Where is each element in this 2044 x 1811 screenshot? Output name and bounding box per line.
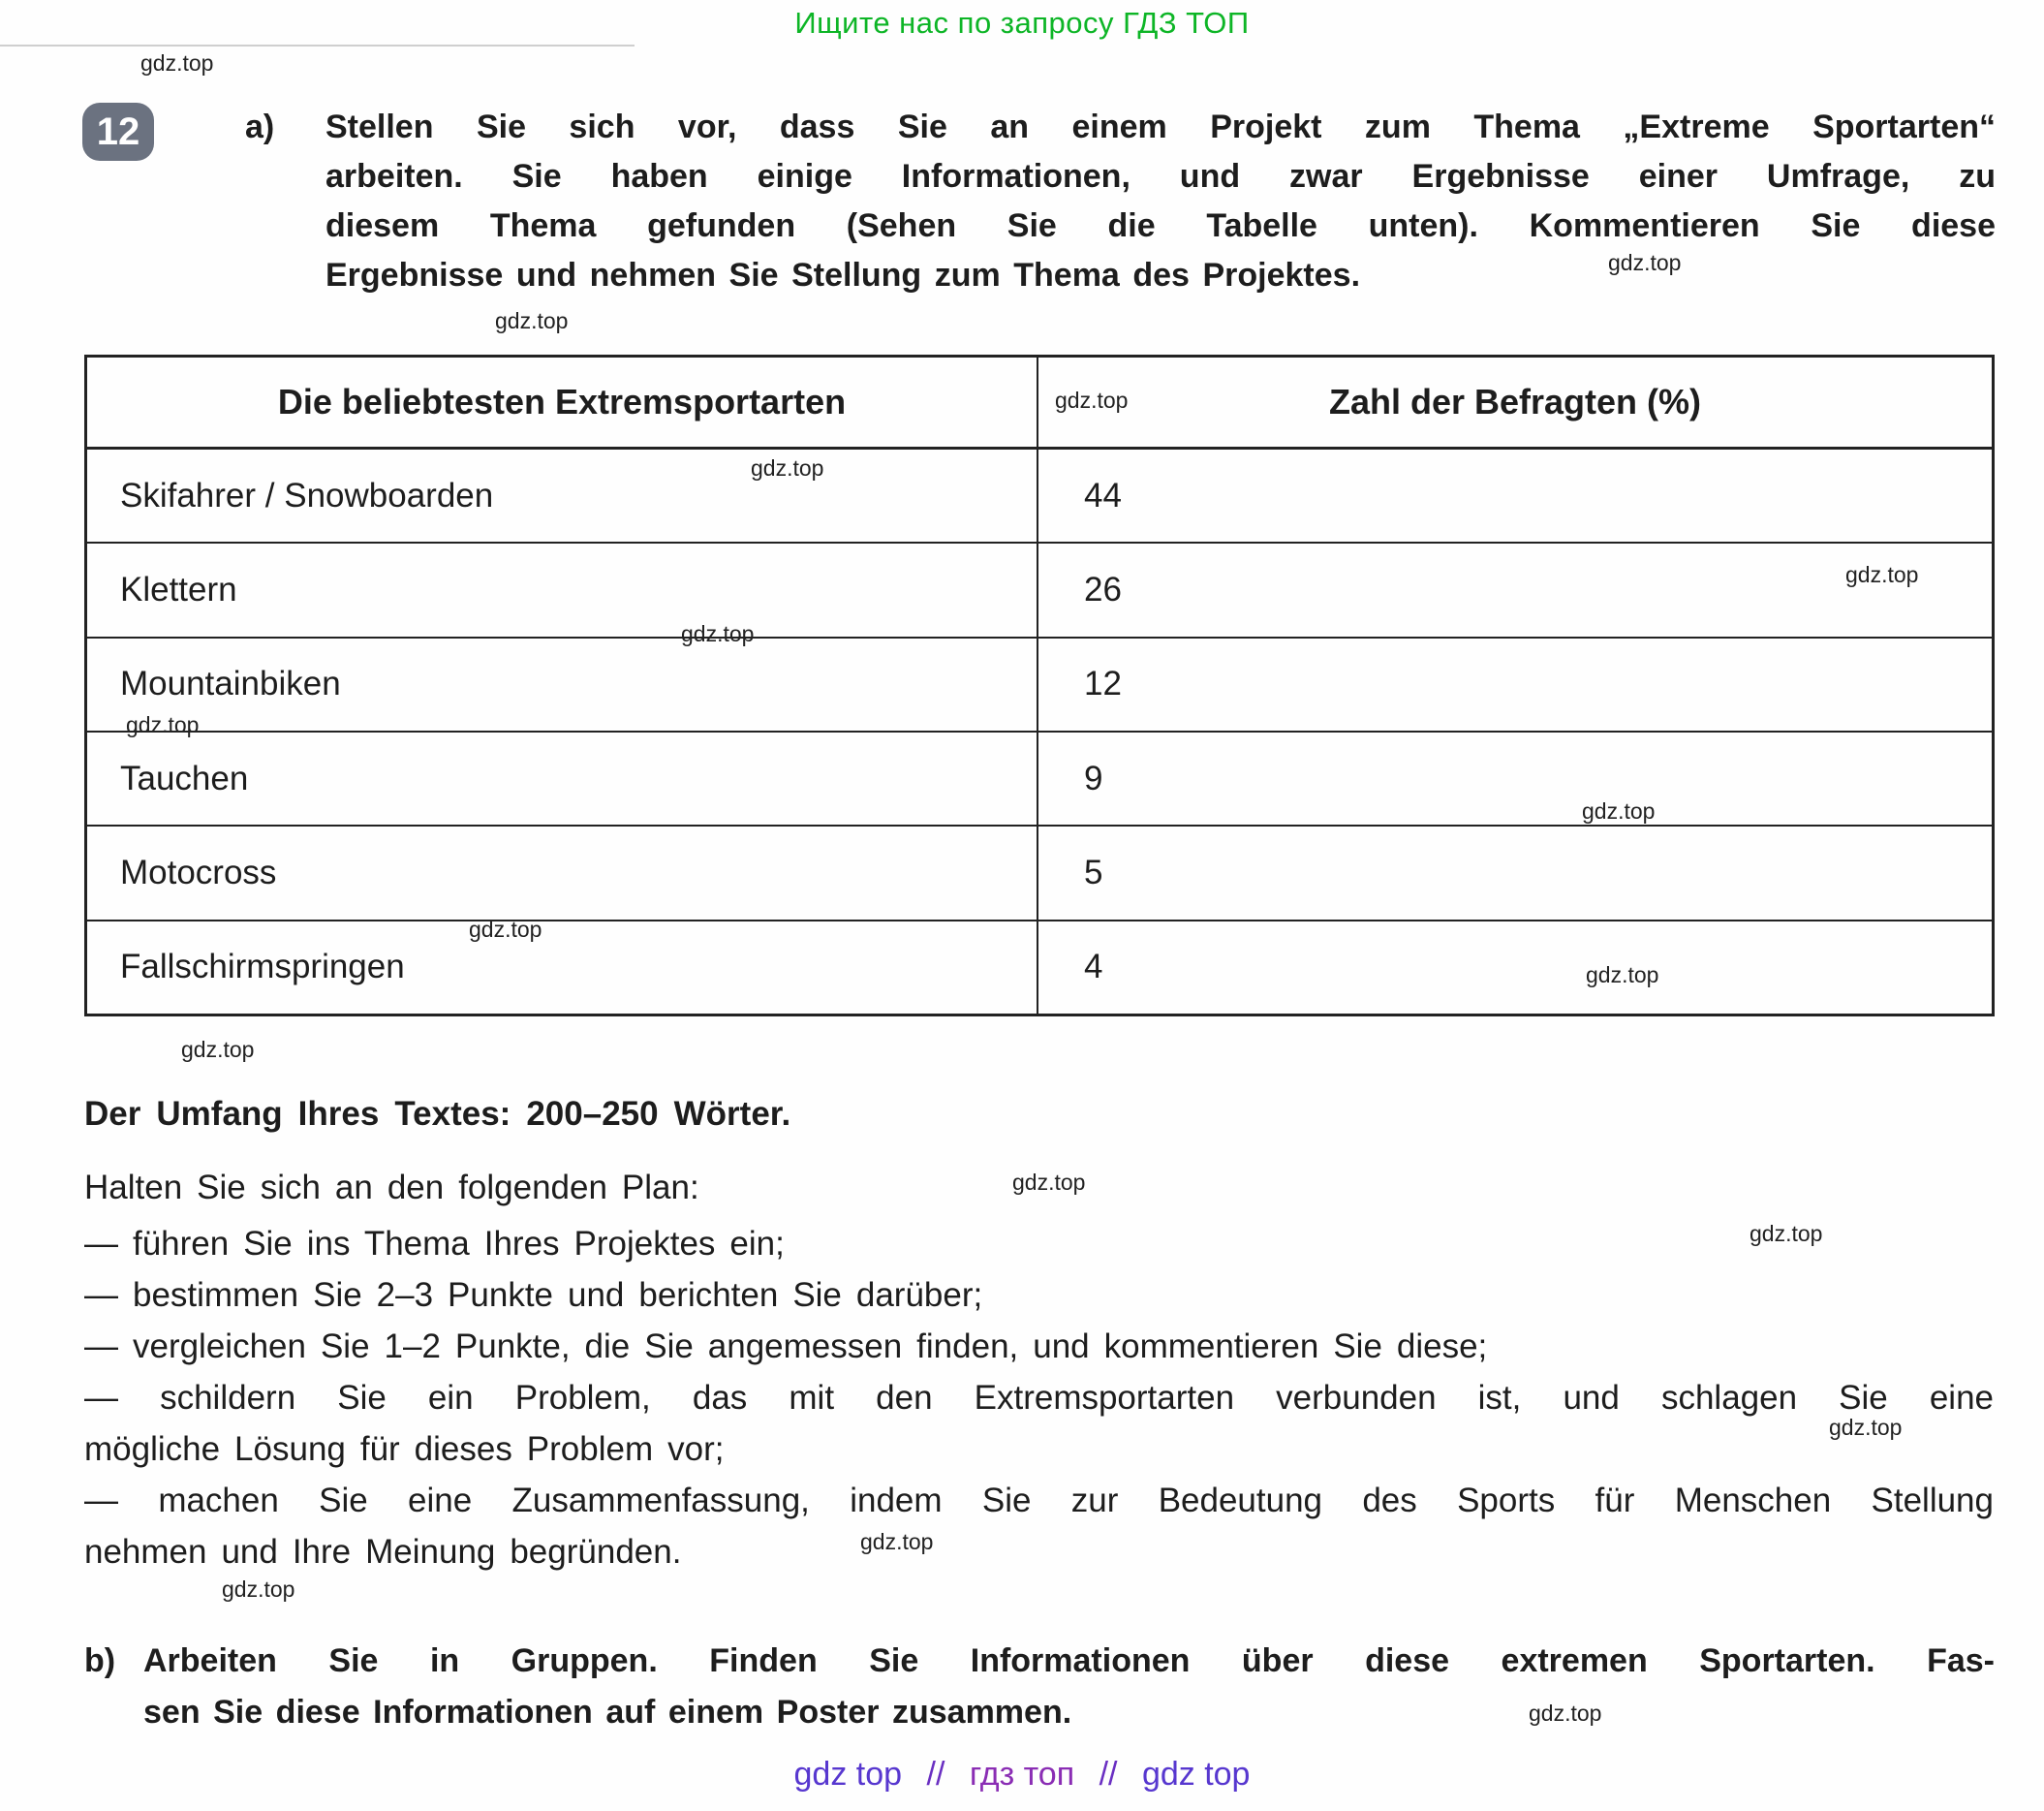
watermark-gdz-top: gdz.top — [1055, 388, 1129, 413]
table-row — [87, 733, 1992, 827]
part-a-line: Stellen Sie sich vor, dass Sie an einem Projekt zum Thema „Extreme Sportarten“ — [325, 109, 1996, 145]
footer-separator: // — [926, 1756, 945, 1793]
watermark-gdz-top: gdz.top — [1750, 1221, 1823, 1246]
sport-name: Mountainbiken — [87, 639, 1038, 731]
watermark-gdz-top: gdz.top — [495, 308, 569, 333]
task-number-badge — [82, 103, 154, 161]
scan-edge-artifact — [0, 45, 635, 47]
footer-link-gdz-top: gdz top — [1141, 1756, 1251, 1793]
sport-value: 9 — [1084, 759, 1103, 797]
task-number: 12 — [96, 109, 140, 153]
part-a-line: arbeiten. Sie haben einige Informationen, und zwar Ergebnisse einer Umfrage, zu — [325, 158, 1996, 195]
plan-item: — führen Sie ins Thema Ihres Projektes ein; — [84, 1225, 785, 1263]
plan-item: — schildern Sie ein Problem, das mit den Extremsportarten verbunden ist, und schlagen Sie eine — [84, 1379, 1994, 1417]
footer-link-gdz-top-cyrillic: гдз топ — [969, 1756, 1075, 1793]
table-header-sport: Die beliebtesten Extremsportarten — [87, 358, 1038, 447]
watermark-gdz-top: gdz.top — [181, 1037, 255, 1062]
watermark-gdz-top: gdz.top — [751, 455, 824, 481]
table-header-row — [87, 358, 1992, 450]
watermark-gdz-top: gdz.top — [222, 1577, 295, 1602]
watermark-gdz-top: gdz.top — [1829, 1415, 1903, 1440]
watermark-gdz-top: gdz.top — [1608, 250, 1682, 275]
sport-name: Motocross — [87, 827, 1038, 919]
table-header-percent: Zahl der Befragten (%) — [1328, 382, 1702, 422]
footer-links — [0, 1756, 2044, 1794]
table-row — [87, 544, 1992, 638]
survey-results-table — [84, 355, 1995, 1016]
text-length-note: Der Umfang Ihres Textes: 200–250 Wörter. — [84, 1095, 791, 1133]
sport-name: Klettern — [87, 544, 1038, 636]
watermark-gdz-top: gdz.top — [1012, 1170, 1086, 1195]
part-b-label: b) — [84, 1642, 116, 1679]
watermark-gdz-top: gdz.top — [1582, 798, 1656, 824]
sport-value: 12 — [1084, 665, 1122, 703]
watermark-gdz-top: gdz.top — [860, 1529, 934, 1554]
plan-item: — machen Sie eine Zusammenfassung, indem Sie zur Bedeutung des Sports für Menschen Stellung — [84, 1482, 1994, 1519]
part-a-label: a) — [245, 109, 275, 145]
watermark-gdz-top: gdz.top — [1845, 562, 1919, 587]
plan-list — [84, 1218, 1994, 1577]
watermark-gdz-top: gdz.top — [1529, 1701, 1602, 1726]
table-row — [87, 921, 1992, 1014]
sport-value: 26 — [1084, 570, 1122, 609]
sport-name: Fallschirmspringen — [87, 921, 1038, 1014]
part-b-line: Arbeiten Sie in Gruppen. Finden Sie Informationen über diese extremen Sportarten. Fas- — [143, 1642, 1995, 1679]
watermark-gdz-top: gdz.top — [140, 50, 214, 76]
plan-item-continuation: nehmen und Ihre Meinung begründen. — [84, 1533, 682, 1571]
sport-value: 44 — [1084, 476, 1122, 515]
watermark-gdz-top: gdz.top — [469, 917, 542, 942]
part-b-line: sen Sie diese Informationen auf einem Poster zusammen. — [143, 1694, 1072, 1731]
sport-value: 4 — [1084, 948, 1103, 986]
watermark-gdz-top: gdz.top — [126, 712, 200, 737]
plan-item: — bestimmen Sie 2–3 Punkte und berichten Sie darüber; — [84, 1276, 983, 1314]
plan-item: — vergleichen Sie 1–2 Punkte, die Sie angemessen finden, und kommentieren Sie diese; — [84, 1327, 1488, 1365]
part-a-line: diesem Thema gefunden (Sehen Sie die Tabelle unten). Kommentieren Sie diese — [325, 207, 1996, 244]
table-row — [87, 639, 1992, 733]
watermark-gdz-top: gdz.top — [681, 621, 755, 646]
watermark-gdz-top: gdz.top — [1586, 962, 1659, 987]
part-a-paragraph — [325, 103, 1996, 300]
table-row — [87, 827, 1992, 921]
promo-header-text: Ищите нас по запросу ГДЗ ТОП — [794, 6, 1250, 40]
footer-link-gdz-top: gdz top — [793, 1756, 903, 1793]
plan-intro: Halten Sie sich an den folgenden Plan: — [84, 1169, 699, 1206]
sport-name: Tauchen — [87, 733, 1038, 825]
sport-value: 5 — [1084, 853, 1103, 891]
sport-name: Skifahrer / Snowboarden — [87, 450, 1038, 542]
part-b-paragraph — [143, 1636, 1995, 1738]
part-a-line: Ergebnisse und nehmen Sie Stellung zum Thema des Projektes. — [325, 257, 1361, 294]
footer-separator: // — [1099, 1756, 1118, 1793]
plan-item-continuation: mögliche Lösung für dieses Problem vor; — [84, 1430, 725, 1468]
table-row — [87, 450, 1992, 544]
